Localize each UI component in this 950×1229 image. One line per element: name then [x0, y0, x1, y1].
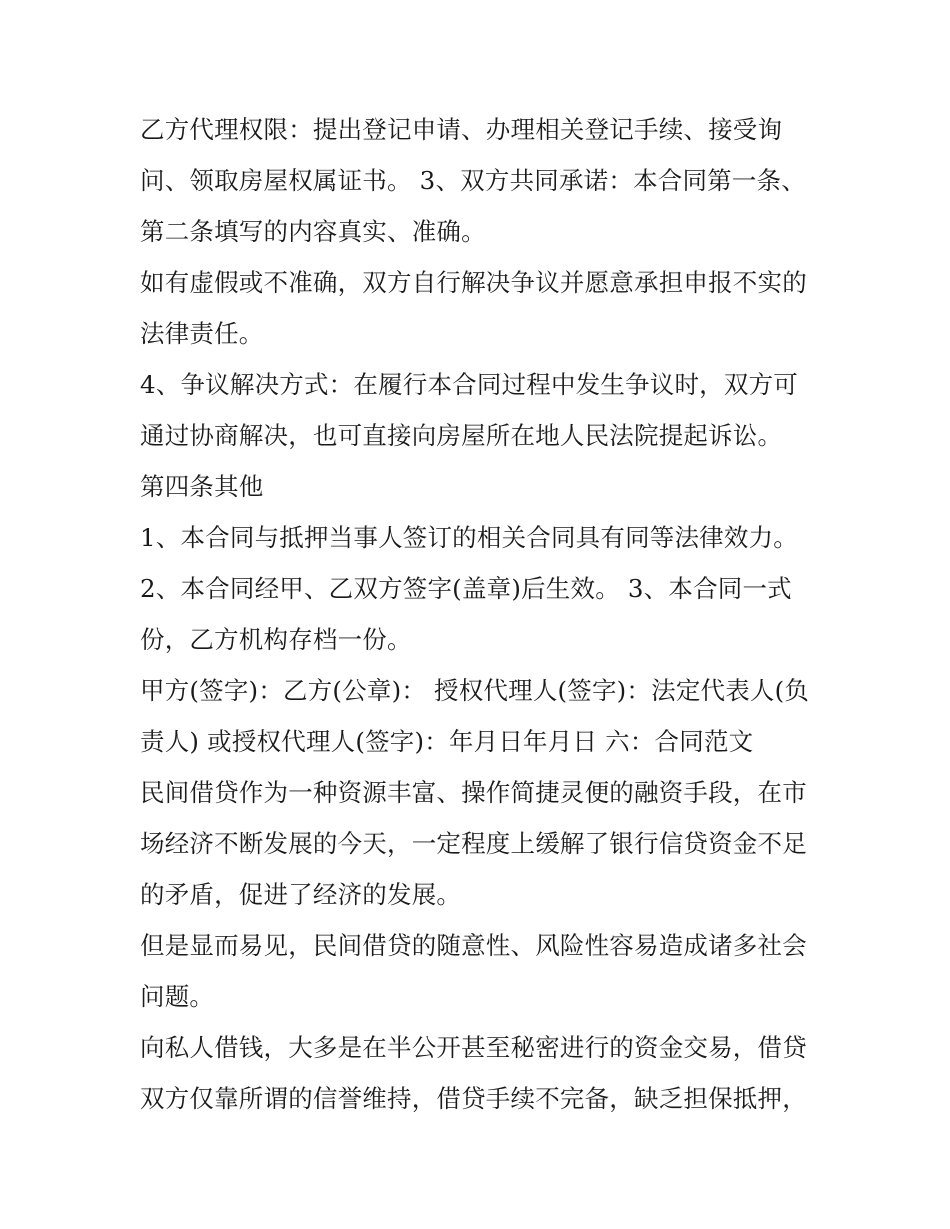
- text-line: 但是显而易见，民间借贷的随意性、风险性容易造成诸多社会: [140, 931, 807, 960]
- text-line: 双方仅靠所谓的信誉维持，借贷手续不完备，缺乏担保抵押，: [140, 1084, 807, 1113]
- text-line: 法律责任。: [140, 319, 264, 348]
- text-line: 4、争议解决方式：在履行本合同过程中发生争议时，双方可: [140, 370, 798, 399]
- text-line: 份，乙方机构存档一份。: [140, 625, 412, 654]
- text-line: 场经济不断发展的今天，一定程度上缓解了银行信贷资金不足: [140, 829, 807, 858]
- text-line: 问题。: [140, 982, 215, 1011]
- section-heading: 第四条其他: [140, 472, 264, 501]
- text-line: 第二条填写的内容真实、准确。: [140, 217, 486, 246]
- text-line: 问、领取房屋权属证书。 3、双方共同承诺：本合同第一条、: [140, 166, 806, 195]
- text-line: 1、本合同与抵押当事人签订的相关合同具有同等法律效力。: [140, 523, 798, 552]
- text-line: 如有虚假或不准确，双方自行解决争议并愿意承担申报不实的: [140, 268, 807, 297]
- text-line: 乙方代理权限：提出登记申请、办理相关登记手续、接受询: [140, 115, 783, 144]
- text-line: 向私人借钱，大多是在半公开甚至秘密进行的资金交易，借贷: [140, 1033, 807, 1062]
- text-line: 2、本合同经甲、乙双方签字(盖章)后生效。 3、本合同一式: [140, 574, 792, 603]
- text-line: 的矛盾，促进了经济的发展。: [140, 880, 462, 909]
- signature-line: 甲方(签字)：乙方(公章)： 授权代理人(签字)：法定代表人(负: [140, 676, 810, 705]
- text-line: 民间借贷作为一种资源丰富、操作简捷灵便的融资手段，在市: [140, 778, 807, 807]
- signature-line: 责人) 或授权代理人(签字)：年月日年月日 六：合同范文: [140, 727, 754, 756]
- document-body: [140, 104, 820, 1124]
- text-line: 通过协商解决，也可直接向房屋所在地人民法院提起诉讼。: [140, 421, 783, 450]
